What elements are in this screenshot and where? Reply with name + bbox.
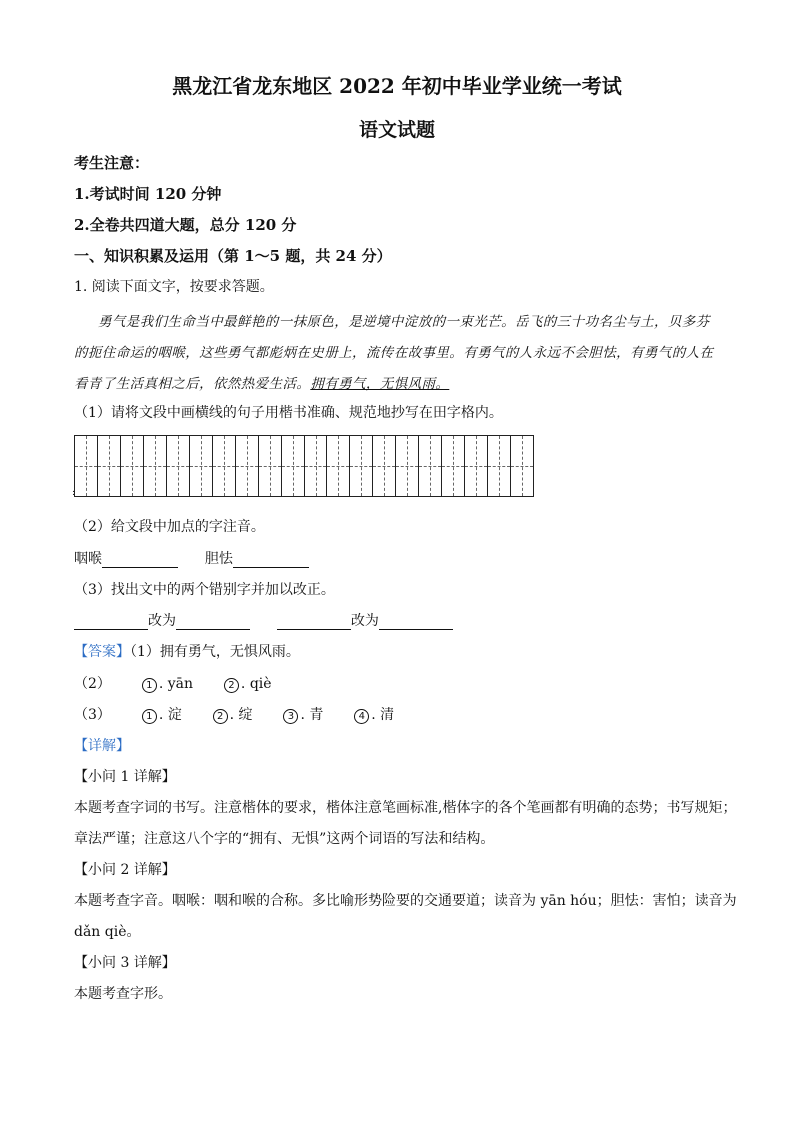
change-to-2: 改为 bbox=[350, 613, 379, 629]
answer-line-2 bbox=[74, 673, 272, 693]
passage-line-2: 的扼住命运的咽喉，这些勇气都彪炳在史册上，流传在故事里。有勇气的人永远不会胆怯，有勇气的人在 bbox=[74, 345, 714, 361]
grid-cell[interactable] bbox=[259, 436, 282, 496]
word-yanhou: 咽喉 bbox=[74, 551, 102, 567]
sub-question-3: （3）找出文中的两个错别字并加以改正。 bbox=[74, 582, 335, 598]
grid-cell[interactable] bbox=[98, 436, 121, 496]
passage-line-3-start: 看青了生活真相之后，依然热爱生活。 bbox=[74, 376, 311, 392]
underlined-sentence: 拥有勇气，无惧风雨。 bbox=[310, 376, 450, 392]
grid-cell[interactable] bbox=[213, 436, 236, 496]
grid-cell[interactable] bbox=[190, 436, 213, 496]
blank-wrong-1[interactable] bbox=[74, 615, 148, 630]
grid-cell[interactable] bbox=[75, 436, 98, 496]
answer-line-3 bbox=[74, 704, 394, 724]
detail-q2-line-1: 本题考查字音。咽喉：咽和喉的合称。多比喻形势险要的交通要道；读音为 yān hóu；胆怯：害怕；读音为 bbox=[74, 893, 737, 909]
grid-cell[interactable] bbox=[465, 436, 488, 496]
notice-heading: 考生注意： bbox=[74, 154, 150, 172]
detail-q1-heading: 【小问 1 详解】 bbox=[74, 769, 176, 785]
detail-q3-heading: 【小问 3 详解】 bbox=[74, 955, 176, 971]
grid-cell[interactable] bbox=[236, 436, 259, 496]
answer-1: （1）拥有勇气，无惧风雨。 bbox=[130, 644, 300, 660]
grid-cell[interactable] bbox=[511, 436, 533, 496]
detail-q2-heading: 【小问 2 详解】 bbox=[74, 862, 176, 878]
answer-3-item: 3 . 青 bbox=[283, 707, 323, 723]
blank-danqie[interactable] bbox=[233, 553, 309, 568]
grid-cell[interactable] bbox=[167, 436, 190, 496]
answer-3-item: 1 . 淀 bbox=[142, 707, 182, 723]
answer-3-item: 4 . 清 bbox=[354, 707, 394, 723]
correction-row bbox=[74, 610, 453, 630]
blank-right-1[interactable] bbox=[176, 615, 250, 630]
grid-cell[interactable] bbox=[396, 436, 419, 496]
notice-item-2: 2.全卷共四道大题，总分 120 分 bbox=[74, 216, 297, 234]
question-prompt: 1. 阅读下面文字，按要求答题。 bbox=[74, 279, 274, 295]
grid-cell[interactable] bbox=[488, 436, 511, 496]
passage-line-3 bbox=[74, 372, 449, 392]
detail-tag: 【详解】 bbox=[74, 738, 130, 754]
answer-tag: 【答案】 bbox=[74, 644, 130, 660]
answer-2-item: 1 . yān bbox=[142, 676, 193, 692]
blank-right-2[interactable] bbox=[379, 615, 453, 630]
tianzige-grid[interactable] bbox=[74, 435, 534, 497]
grid-cell[interactable] bbox=[121, 436, 144, 496]
grid-cell[interactable] bbox=[144, 436, 167, 496]
blank-wrong-2[interactable] bbox=[277, 615, 351, 630]
detail-q2-line-2: dǎn qiè。 bbox=[74, 924, 141, 940]
grid-cell[interactable] bbox=[373, 436, 396, 496]
passage-line-1: 勇气是我们生命当中最鲜艳的一抹原色，是逆境中淀放的一束光芒。岳飞的三十功名尘与土，贝多芬 bbox=[98, 314, 710, 330]
detail-q1-line-1: 本题考查字词的书写。注意楷体的要求，楷体注意笔画标准,楷体字的各个笔画都有明确的态势；书写规矩； bbox=[74, 800, 737, 816]
change-to-1: 改为 bbox=[148, 613, 176, 629]
exam-title: 黑龙江省龙东地区 2022 年初中毕业学业统一考试 bbox=[172, 74, 622, 98]
word-danqie: 胆怯 bbox=[204, 551, 233, 567]
grid-cell[interactable] bbox=[350, 436, 373, 496]
detail-q1-line-2: 章法严谨；注意这八个字的“拥有、无惧”这两个词语的写法和结构。 bbox=[74, 831, 495, 847]
grid-cell[interactable] bbox=[282, 436, 305, 496]
exam-subtitle: 语文试题 bbox=[358, 119, 435, 141]
notice-item-1: 1.考试时间 120 分钟 bbox=[74, 185, 222, 203]
answer-2-item: 2 . qiè bbox=[224, 676, 272, 692]
answer-3-item: 2 . 绽 bbox=[213, 707, 253, 723]
blank-yanhou[interactable] bbox=[102, 553, 178, 568]
detail-q3-line-1: 本题考查字形。 bbox=[74, 986, 172, 1002]
answer-2-label: （2） bbox=[74, 676, 111, 692]
grid-cell[interactable] bbox=[419, 436, 442, 496]
pinyin-row bbox=[74, 548, 309, 568]
sub-question-2: （2）给文段中加点的字注音。 bbox=[74, 519, 265, 535]
grid-cell[interactable] bbox=[442, 436, 465, 496]
section-heading: 一、知识积累及运用（第 1～5 题，共 24 分） bbox=[74, 247, 392, 265]
answer-3-label: （3） bbox=[74, 707, 111, 723]
grid-cell[interactable] bbox=[327, 436, 350, 496]
grid-cell[interactable] bbox=[305, 436, 328, 496]
answer-line-1 bbox=[74, 641, 300, 661]
sub-question-1: （1）请将文段中画横线的句子用楷书准确、规范地抄写在田字格内。 bbox=[74, 405, 503, 421]
